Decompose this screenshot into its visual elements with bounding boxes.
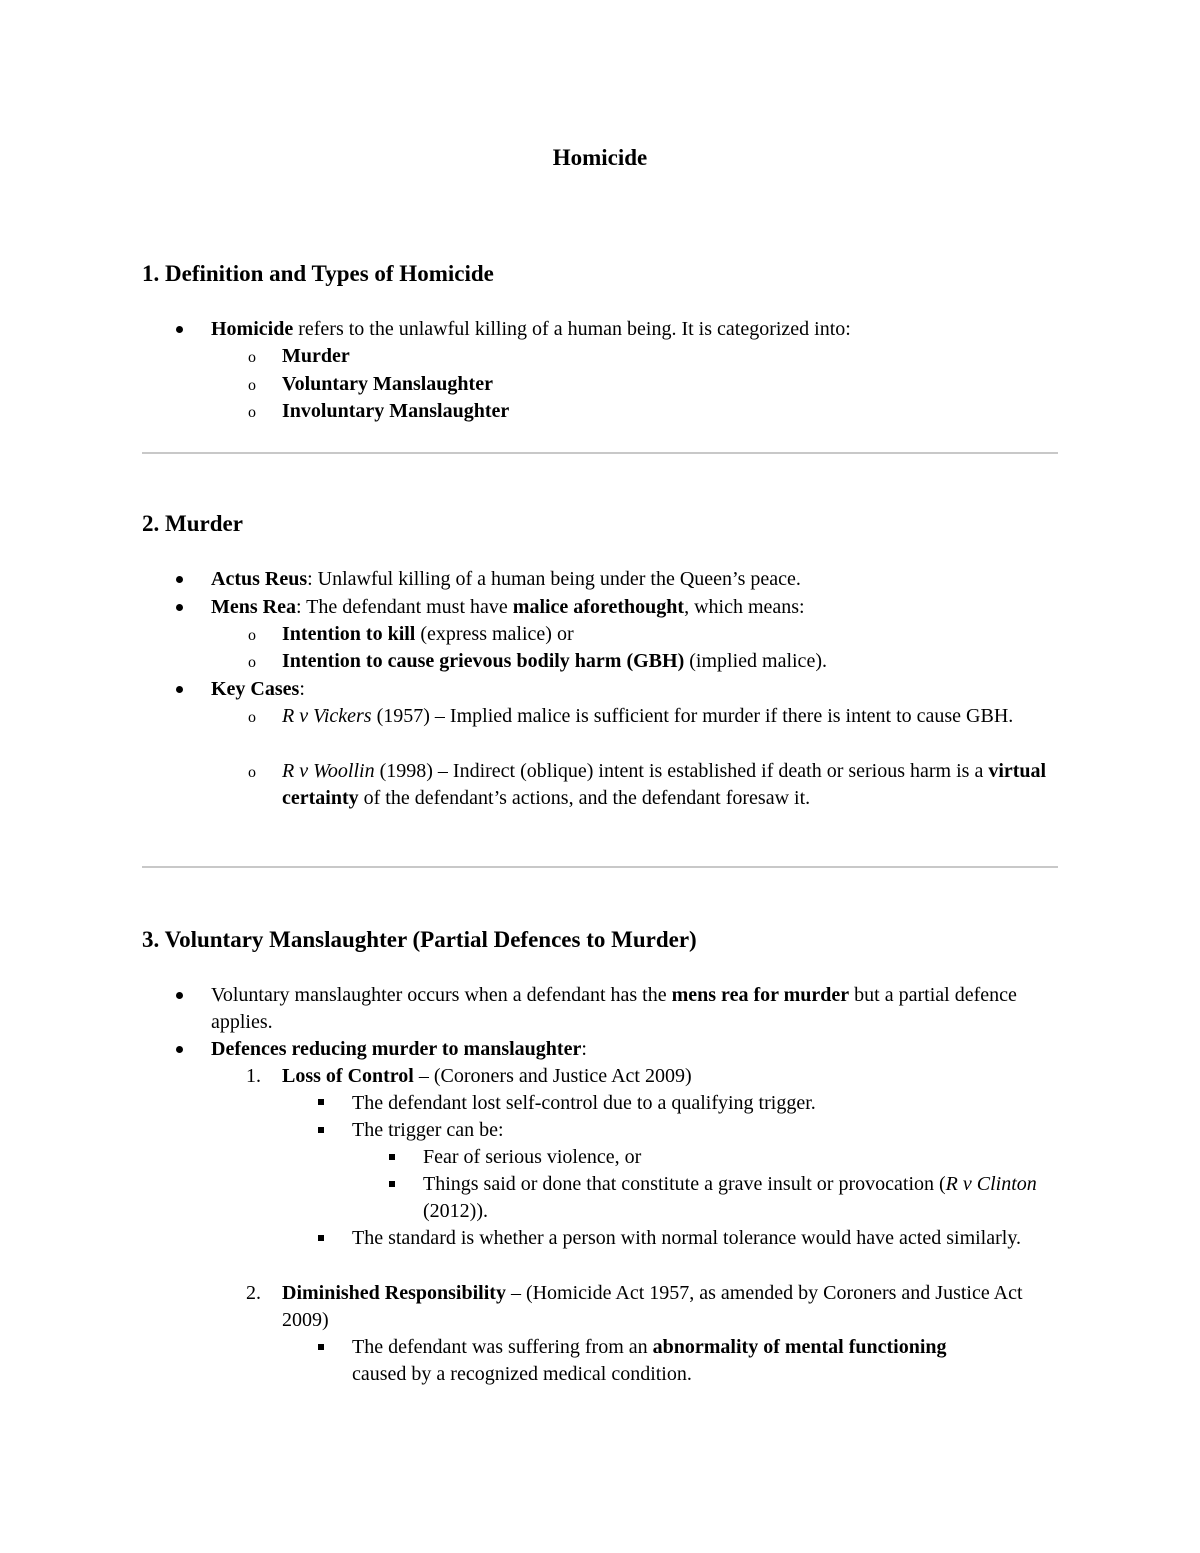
list-number: 2.: [246, 1282, 261, 1304]
s3-loc-standard: The standard is whether a person with normal tolerance would have acted similarly.: [352, 1227, 1022, 1249]
list-number: 1.: [246, 1065, 261, 1087]
section-3-heading: 3. Voluntary Manslaughter (Partial Defences to Murder): [142, 927, 697, 952]
document-title: Homicide: [552, 145, 648, 170]
circle-bullet-icon: o: [248, 404, 256, 421]
s3-voluntary-definition: Voluntary manslaughter occurs when a defendant has the mens rea for murder but a partial defence applies.: [211, 984, 1017, 1033]
s2-actus-reus: Actus Reus: Unlawful killing of a human being under the Queen’s peace.: [211, 568, 801, 590]
s2-case-vickers: R v Vickers (1957) – Implied malice is sufficient for murder if there is intent to cause GBH.: [282, 705, 1014, 727]
s1-sub-involuntary: Involuntary Manslaughter: [282, 400, 510, 422]
divider: [142, 866, 1058, 868]
bullet-icon: [176, 1046, 183, 1053]
circle-bullet-icon: o: [248, 764, 256, 781]
s2-mens-rea: Mens Rea: The defendant must have malice aforethought, which means:: [211, 596, 805, 618]
divider: [142, 452, 1058, 454]
square-bullet-icon: [318, 1099, 324, 1105]
section-1-heading: 1. Definition and Types of Homicide: [142, 261, 494, 286]
s2-key-cases: Key Cases:: [211, 678, 305, 700]
circle-bullet-icon: o: [248, 377, 256, 394]
bullet-icon: [176, 992, 183, 999]
section-2-heading: 2. Murder: [142, 511, 243, 536]
s1-sub-murder: Murder: [282, 345, 350, 367]
s3-defences-heading: Defences reducing murder to manslaughter:: [211, 1038, 587, 1060]
s3-loc-trigger: The defendant lost self-control due to a qualifying trigger.: [352, 1092, 816, 1114]
s3-loc-fear: Fear of serious violence, or: [423, 1146, 642, 1168]
square-bullet-icon: [318, 1127, 324, 1133]
s3-diminished-responsibility: Diminished Responsibility – (Homicide Act 1957, as amended by Coroners and Justice Act 2009): [282, 1282, 1023, 1331]
bullet-icon: [176, 604, 183, 611]
s3-loc-trigger-can-be: The trigger can be:: [352, 1119, 504, 1141]
square-bullet-icon: [318, 1235, 324, 1241]
s3-loss-of-control: Loss of Control – (Coroners and Justice Act 2009): [282, 1065, 692, 1087]
bullet-icon: [176, 576, 183, 583]
s2-intention-gbh: Intention to cause grievous bodily harm (GBH) (implied malice).: [282, 650, 827, 672]
square-bullet-icon: [389, 1181, 395, 1187]
s2-case-woollin: R v Woollin (1998) – Indirect (oblique) intent is established if death or serious harm is a virtual certainty of the defendant’s actions, and the defendant foresaw it.: [282, 760, 1047, 809]
circle-bullet-icon: o: [248, 709, 256, 726]
square-bullet-icon: [389, 1154, 395, 1160]
circle-bullet-icon: o: [248, 654, 256, 671]
bullet-icon: [176, 326, 183, 333]
s1-bullet-homicide: Homicide refers to the unlawful killing of a human being. It is categorized into:: [211, 318, 851, 340]
square-bullet-icon: [318, 1344, 324, 1350]
bullet-icon: [176, 686, 183, 693]
s3-dr-abnormality: The defendant was suffering from an abnormality of mental functioning caused by a recognized medical condition.: [352, 1336, 947, 1385]
s2-intention-kill: Intention to kill (express malice) or: [282, 623, 574, 645]
circle-bullet-icon: o: [248, 627, 256, 644]
s1-sub-voluntary: Voluntary Manslaughter: [282, 373, 493, 395]
circle-bullet-icon: o: [248, 349, 256, 366]
s3-loc-things-said: Things said or done that constitute a grave insult or provocation (R v Clinton (2012)).: [423, 1173, 1037, 1222]
